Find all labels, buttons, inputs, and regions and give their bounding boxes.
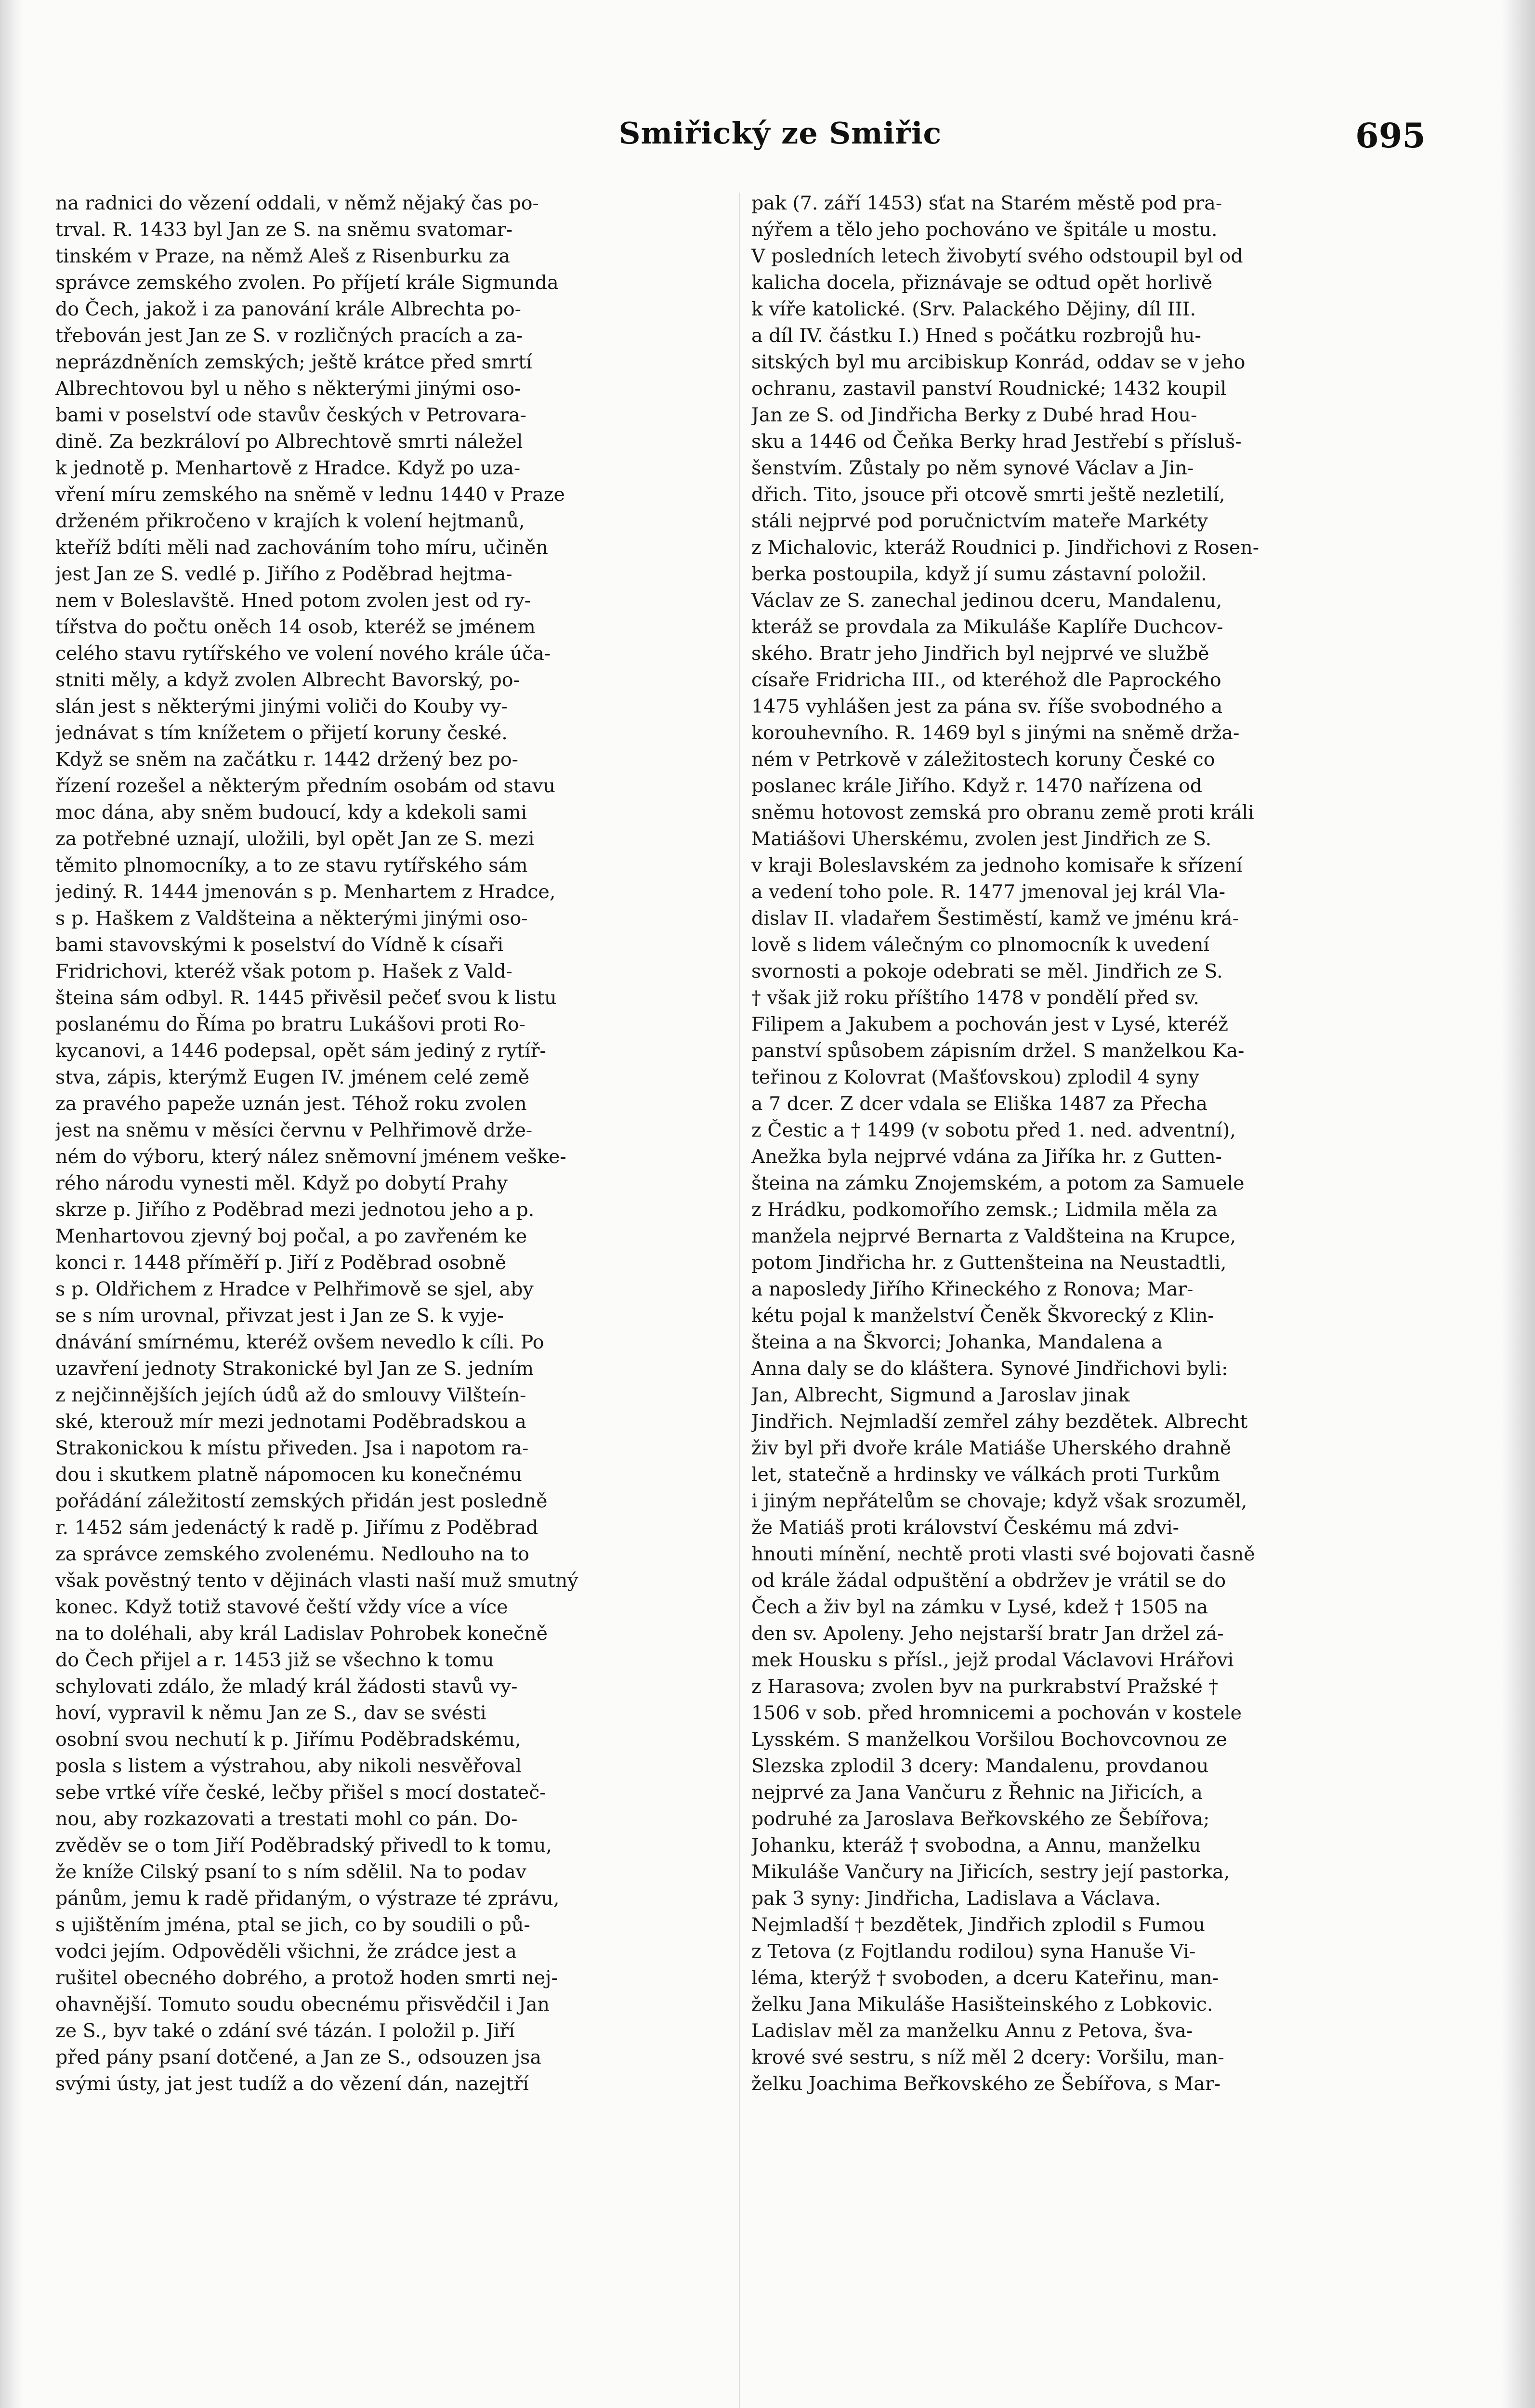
text-line: v kraji Boleslavském za jednoho komisaře k sřízení bbox=[751, 854, 1243, 877]
right-text-column bbox=[751, 190, 1435, 2097]
text-line: uzavření jednoty Strakonické byl Jan ze S. jedním bbox=[55, 1358, 534, 1380]
text-line: rušitel obecného dobrého, a protož hoden smrti nej- bbox=[55, 1967, 558, 1989]
text-line: z Tetova (z Fojtlandu rodilou) syna Hanuše Vi- bbox=[751, 1940, 1196, 1963]
text-line: neprázdněních zemských; ještě krátce před smrtí bbox=[55, 351, 532, 373]
running-header-title: Smiřický ze Smiřic bbox=[618, 116, 942, 151]
text-line: správce zemského zvolen. Po příjetí krále Sigmunda bbox=[55, 272, 559, 294]
text-line: šteina a na Škvorci; Johanka, Mandalena a bbox=[751, 1331, 1163, 1353]
text-line: a díl IV. částku I.) Hned s počátku rozbrojů hu- bbox=[751, 325, 1201, 347]
text-line: konec. Když totiž stavové čeští vždy více a více bbox=[55, 1596, 508, 1618]
text-line: od krále žádal odpuštění a obdržev je vrátil se do bbox=[751, 1570, 1226, 1592]
text-line: podruhé za Jaroslava Beřkovského ze Šebířova; bbox=[751, 1808, 1210, 1830]
text-line: ném do výboru, který nález sněmovní jménem veške- bbox=[55, 1146, 566, 1168]
text-line: nýřem a tělo jeho pochováno ve špitále u mostu. bbox=[751, 219, 1218, 241]
text-line: stva, zápis, kterýmž Eugen IV. jménem celé země bbox=[55, 1066, 530, 1088]
text-line: poslanec krále Jiřího. Když r. 1470 nařízena od bbox=[751, 775, 1203, 797]
text-line: Anežka byla nejprvé vdána za Jiříka hr. z Gutten- bbox=[751, 1146, 1222, 1168]
text-line: ohavnější. Tomuto soudu obecnému přisvědčil i Jan bbox=[55, 1993, 550, 2015]
text-line: posla s listem a výstrahou, aby nikoli nesvěřoval bbox=[55, 1755, 522, 1777]
text-line: ského. Bratr jeho Jindřich byl nejprvé ve službě bbox=[751, 642, 1209, 665]
text-line: Fridrichovi, kteréž však potom p. Hašek z Vald- bbox=[55, 960, 512, 982]
text-line: stniti měly, a když zvolen Albrecht Bavorský, po- bbox=[55, 669, 520, 691]
text-line: za potřebné uznají, uložili, byl opět Jan ze S. mezi bbox=[55, 828, 535, 850]
text-line: drženém přikročeno v krajích k volení hejtmanů, bbox=[55, 510, 525, 532]
text-line: konci r. 1448 příměří p. Jiří z Poděbrad osobně bbox=[55, 1252, 507, 1274]
text-line: Jan, Albrecht, Sigmund a Jaroslav jinak bbox=[751, 1384, 1130, 1406]
text-line: den sv. Apoleny. Jeho nejstarší bratr Jan držel zá- bbox=[751, 1623, 1224, 1645]
text-line: nou, aby rozkazovati a trestati mohl co pán. Do- bbox=[55, 1808, 518, 1830]
text-line: moc dána, aby sněm budoucí, kdy a kdekoli sami bbox=[55, 801, 527, 824]
text-line: za správce zemského zvolenému. Nedlouho na to bbox=[55, 1543, 530, 1565]
text-line: skrze p. Jiřího z Poděbrad mezi jednotou jeho a p. bbox=[55, 1199, 535, 1221]
text-line: Slezska zplodil 3 dcery: Mandalenu, provdanou bbox=[751, 1755, 1209, 1777]
text-line: z Michalovic, kteráž Roudnici p. Jindřichovi z Rosen- bbox=[751, 537, 1259, 559]
text-line: na to doléhali, aby král Ladislav Pohrobek konečně bbox=[55, 1623, 548, 1645]
text-line: Strakonickou k místu přiveden. Jsa i napotom ra- bbox=[55, 1437, 529, 1459]
text-line: šteina sám odbyl. R. 1445 přivěsil pečeť svou k listu bbox=[55, 987, 557, 1009]
text-line: pak 3 syny: Jindřicha, Ladislava a Václava. bbox=[751, 1887, 1161, 1910]
text-line: Nejmladší † bezdětek, Jindřich zplodil s Fumou bbox=[751, 1914, 1206, 1936]
text-line: kalicha docela, přiznávaje se odtud opět horlivě bbox=[751, 272, 1213, 294]
text-line: svornosti a pokoje odebrati se měl. Jindřich ze S. bbox=[751, 960, 1223, 982]
text-line: však pověstný tento v dějinách vlasti naší muž smutný bbox=[55, 1570, 578, 1592]
text-line: těmito plnomocníky, a to ze stavu rytířského sám bbox=[55, 854, 528, 877]
text-line: a 7 dcer. Z dcer vdala se Eliška 1487 za Přecha bbox=[751, 1093, 1207, 1115]
text-line: vodci jejím. Odpověděli všichni, že zrádce jest a bbox=[55, 1940, 517, 1963]
text-line: živ byl při dvoře krále Matiáše Uherského drahně bbox=[751, 1437, 1232, 1459]
text-line: s p. Oldřichem z Hradce v Pelhřimově se sjel, aby bbox=[55, 1278, 534, 1300]
text-line: stáli nejprvé pod poručnictvím mateře Markéty bbox=[751, 510, 1208, 532]
text-line: ské, kterouž mír mezi jednotami Poděbradskou a bbox=[55, 1411, 526, 1433]
text-line: s ujištěním jména, ptal se jich, co by soudili o pů- bbox=[55, 1914, 530, 1936]
text-line: jest Jan ze S. vedlé p. Jiřího z Poděbrad hejtma- bbox=[55, 563, 512, 585]
text-line: dřich. Tito, jsouce při otcově smrti ještě nezletilí, bbox=[751, 484, 1225, 506]
text-line: panství spůsobem zápisním držel. S manželkou Ka- bbox=[751, 1040, 1245, 1062]
text-line: † však již roku příštího 1478 v pondělí před sv. bbox=[751, 987, 1199, 1009]
text-line: císaře Fridricha III., od kteréhož dle Paprockého bbox=[751, 669, 1221, 691]
text-line: sebe vrtké víře české, lečby přišel s mocí dostateč- bbox=[55, 1781, 546, 1804]
text-line: bami stavovskými k poselství do Vídně k císaři bbox=[55, 934, 504, 956]
text-line: let, statečně a hrdinsky ve válkách proti Turkům bbox=[751, 1464, 1220, 1486]
text-line: dou i skutkem platně nápomocen ku konečnému bbox=[55, 1464, 522, 1486]
text-line: korouhevního. R. 1469 byl s jinými na sněmě drža- bbox=[751, 722, 1240, 744]
text-line: se s ním urovnal, přivzat jest i Jan ze S. k vyje- bbox=[55, 1305, 504, 1327]
text-line: do Čech, jakož i za panování krále Albrechta po- bbox=[55, 298, 522, 320]
text-line: berka postoupila, když jí sumu zástavní položil. bbox=[751, 563, 1207, 585]
text-line: šteina na zámku Znojemském, a potom za Samuele bbox=[751, 1172, 1245, 1194]
text-line: poslanému do Říma po bratru Lukášovi proti Ro- bbox=[55, 1013, 526, 1035]
text-line: potom Jindřicha hr. z Guttenšteina na Neustadtli, bbox=[751, 1252, 1227, 1274]
text-line: z Hrádku, podkomořího zemsk.; Lidmila měla za bbox=[751, 1199, 1218, 1221]
text-line: Čech a živ byl na zámku v Lysé, kdež † 1505 na bbox=[751, 1596, 1208, 1618]
text-line: dině. Za bezkráloví po Albrechtově smrti náležel bbox=[55, 431, 523, 453]
text-line: želku Jana Mikuláše Hasišteinského z Lobkovic. bbox=[751, 1993, 1213, 2015]
text-line: dnávání smírnému, kteréž ovšem nevedlo k cíli. Po bbox=[55, 1331, 544, 1353]
scan-edge-left bbox=[0, 0, 23, 2408]
text-line: Anna daly se do kláštera. Synové Jindřichovi byli: bbox=[751, 1358, 1228, 1380]
text-line: ném v Petrkově v záležitostech koruny České co bbox=[751, 748, 1215, 771]
text-line: krové své sestru, s níž měl 2 dcery: Voršilu, man- bbox=[751, 2046, 1224, 2068]
text-line: rého národu vynesti měl. Když po dobytí Prahy bbox=[55, 1172, 508, 1194]
text-line: schylovati zdálo, že mladý král žádosti stavů vy- bbox=[55, 1675, 518, 1698]
text-line: na radnici do vězení oddali, v němž nějaký čas po- bbox=[55, 192, 539, 214]
text-line: do Čech přijel a r. 1453 již se všechno k tomu bbox=[55, 1649, 494, 1671]
text-line: že kníže Cilský psaní to s ním sdělil. Na to podav bbox=[55, 1861, 526, 1883]
text-line: s p. Haškem z Valdšteina a některými jinými oso- bbox=[55, 907, 528, 929]
text-line: že Matiáš proti království Českému má zdvi- bbox=[751, 1517, 1179, 1539]
text-line: 1506 v sob. před hromnicemi a pochován v kostele bbox=[751, 1702, 1242, 1724]
column-divider bbox=[739, 193, 740, 2408]
scan-edge-right bbox=[1501, 0, 1535, 2408]
text-line: nem v Boleslavště. Hned potom zvolen jest od ry- bbox=[55, 589, 531, 612]
text-line: želku Joachima Beřkovského ze Šebířova, s Mar- bbox=[751, 2073, 1221, 2095]
text-line: a vedení toho pole. R. 1477 jmenoval jej král Vla- bbox=[751, 881, 1226, 903]
text-line: ochranu, zastavil panství Roudnické; 1432 koupil bbox=[751, 378, 1227, 400]
text-line: sku a 1446 od Čeňka Berky hrad Jestřebí s přísluš- bbox=[751, 431, 1242, 453]
text-line: i jiným nepřátelům se chovaje; když však srozuměl, bbox=[751, 1490, 1247, 1512]
text-line: 1475 vyhlášen jest za pána sv. říše svobodného a bbox=[751, 695, 1223, 718]
text-line: Jan ze S. od Jindřicha Berky z Dubé hrad Hou- bbox=[751, 404, 1197, 426]
text-line: zvěděv se o tom Jiří Poděbradský přivedl to k tomu, bbox=[55, 1834, 552, 1857]
text-line: z nejčinnějších jejích údů až do smlouvy Vilšteín- bbox=[55, 1384, 526, 1406]
text-line: sitských byl mu arcibiskup Konrád, oddav se v jeho bbox=[751, 351, 1246, 373]
text-line: jednávat s tím knížetem o přijetí koruny české. bbox=[55, 722, 508, 744]
text-line: nejprvé za Jana Vančuru z Řehnic na Jiřicích, a bbox=[751, 1781, 1203, 1804]
text-line: hoví, vypravil k němu Jan ze S., dav se svésti bbox=[55, 1702, 486, 1724]
text-line: V posledních letech živobytí svého odstoupil byl od bbox=[751, 245, 1243, 267]
left-text-column bbox=[55, 190, 730, 2097]
text-line: teřinou z Kolovrat (Mašťovskou) zplodil 4 syny bbox=[751, 1066, 1199, 1088]
text-line: z Čestic a † 1499 (v sobotu před 1. ned. adventní), bbox=[751, 1119, 1236, 1141]
text-line: Filipem a Jakubem a pochován jest v Lysé, kteréž bbox=[751, 1013, 1228, 1035]
text-line: Když se sněm na začátku r. 1442 držený bez po- bbox=[55, 748, 518, 771]
text-line: Lysském. S manželkou Voršilou Bochovcovnou ze bbox=[751, 1728, 1227, 1751]
text-line: pak (7. září 1453) sťat na Starém městě pod pra- bbox=[751, 192, 1222, 214]
text-line: řízení rozešel a některým předním osobám od stavu bbox=[55, 775, 555, 797]
text-line: Ladislav měl za manželku Annu z Petova, šva- bbox=[751, 2020, 1193, 2042]
text-line: r. 1452 sám jedenáctý k radě p. Jiřímu z Poděbrad bbox=[55, 1517, 538, 1539]
text-line: dislav II. vladařem Šestiměstí, kamž ve jménu krá- bbox=[751, 907, 1239, 929]
text-line: pořádání záležitostí zemských přidán jest posledně bbox=[55, 1490, 548, 1512]
text-line: a naposledy Jiřího Křineckého z Ronova; Mar- bbox=[751, 1278, 1194, 1300]
text-line: kteříž bdíti měli nad zachováním toho míru, učiněn bbox=[55, 537, 548, 559]
text-line: osobní svou nechutí k p. Jiřímu Poděbradskému, bbox=[55, 1728, 521, 1751]
text-line: léma, kterýž † svoboden, a dceru Kateřinu, man- bbox=[751, 1967, 1219, 1989]
text-line: k víře katolické. (Srv. Palackého Dějiny, díl III. bbox=[751, 298, 1196, 320]
text-line: jest na sněmu v měsíci červnu v Pelhřimově drže- bbox=[55, 1119, 533, 1141]
text-line: Mikuláše Vančury na Jiřicích, sestry její pastorka, bbox=[751, 1861, 1230, 1883]
text-line: kteráž se provdala za Mikuláše Kaplíře Duchcov- bbox=[751, 616, 1223, 638]
text-line: Václav ze S. zanechal jedinou dceru, Mandalenu, bbox=[751, 589, 1222, 612]
text-line: kétu pojal k manželství Čeněk Škvorecký z Klin- bbox=[751, 1305, 1214, 1327]
text-line: mek Housku s přísl., jejž prodal Václavovi Hrářovi bbox=[751, 1649, 1234, 1671]
text-line: Johanku, kteráž † svobodna, a Annu, manželku bbox=[751, 1834, 1201, 1857]
text-line: vření míru zemského na sněmě v lednu 1440 v Praze bbox=[55, 484, 565, 506]
text-line: slán jest s některými jinými voliči do Kouby vy- bbox=[55, 695, 508, 718]
text-line: Matiášovi Uherskému, zvolen jest Jindřich ze S. bbox=[751, 828, 1212, 850]
text-line: bami v poselství ode stavův českých v Petrovara- bbox=[55, 404, 527, 426]
text-line: ze S., byv také o zdání své tázán. I položil p. Jiří bbox=[55, 2020, 515, 2042]
text-line: za pravého papeže uznán jest. Téhož roku zvolen bbox=[55, 1093, 527, 1115]
text-line: Jindřich. Nejmladší zemřel záhy bezdětek. Albrecht bbox=[751, 1411, 1248, 1433]
text-line: jediný. R. 1444 jmenován s p. Menhartem z Hradce, bbox=[55, 881, 556, 903]
text-line: tinském v Praze, na němž Aleš z Risenburku za bbox=[55, 245, 510, 267]
text-line: trval. R. 1433 byl Jan ze S. na sněmu svatomar- bbox=[55, 219, 513, 241]
text-line: šenstvím. Zůstaly po něm synové Václav a Jin- bbox=[751, 457, 1194, 479]
text-line: manžela nejprvé Bernarta z Valdšteina na Krupce, bbox=[751, 1225, 1236, 1247]
text-line: k jednotě p. Menhartově z Hradce. Když po uza- bbox=[55, 457, 521, 479]
text-line: lově s lidem válečným co plnomocník k uvedení bbox=[751, 934, 1210, 956]
text-line: Albrechtovou byl u něho s některými jinými oso- bbox=[55, 378, 521, 400]
text-line: pánům, jemu k radě přidaným, o výstraze té zprávu, bbox=[55, 1887, 560, 1910]
text-line: svými ústy, jat jest tudíž a do vězení dán, nazejtří bbox=[55, 2073, 529, 2095]
page-number: 695 bbox=[1355, 116, 1426, 156]
text-line: před pány psaní dotčené, a Jan ze S., odsouzen jsa bbox=[55, 2046, 541, 2068]
text-line: sněmu hotovost zemská pro obranu země proti králi bbox=[751, 801, 1254, 824]
text-line: třebován jest Jan ze S. v rozličných pracích a za- bbox=[55, 325, 523, 347]
text-line: z Harasova; zvolen byv na purkrabství Pražské † bbox=[751, 1675, 1219, 1698]
text-line: tířstva do počtu oněch 14 osob, kteréž se jménem bbox=[55, 616, 536, 638]
text-line: celého stavu rytířského ve volení nového krále úča- bbox=[55, 642, 551, 665]
text-line: Menhartovou zjevný boj počal, a po zavřeném ke bbox=[55, 1225, 527, 1247]
text-line: hnouti mínění, nechtě proti vlasti své bojovati časně bbox=[751, 1543, 1255, 1565]
text-line: kycanovi, a 1446 podepsal, opět sám jediný z rytíř- bbox=[55, 1040, 546, 1062]
